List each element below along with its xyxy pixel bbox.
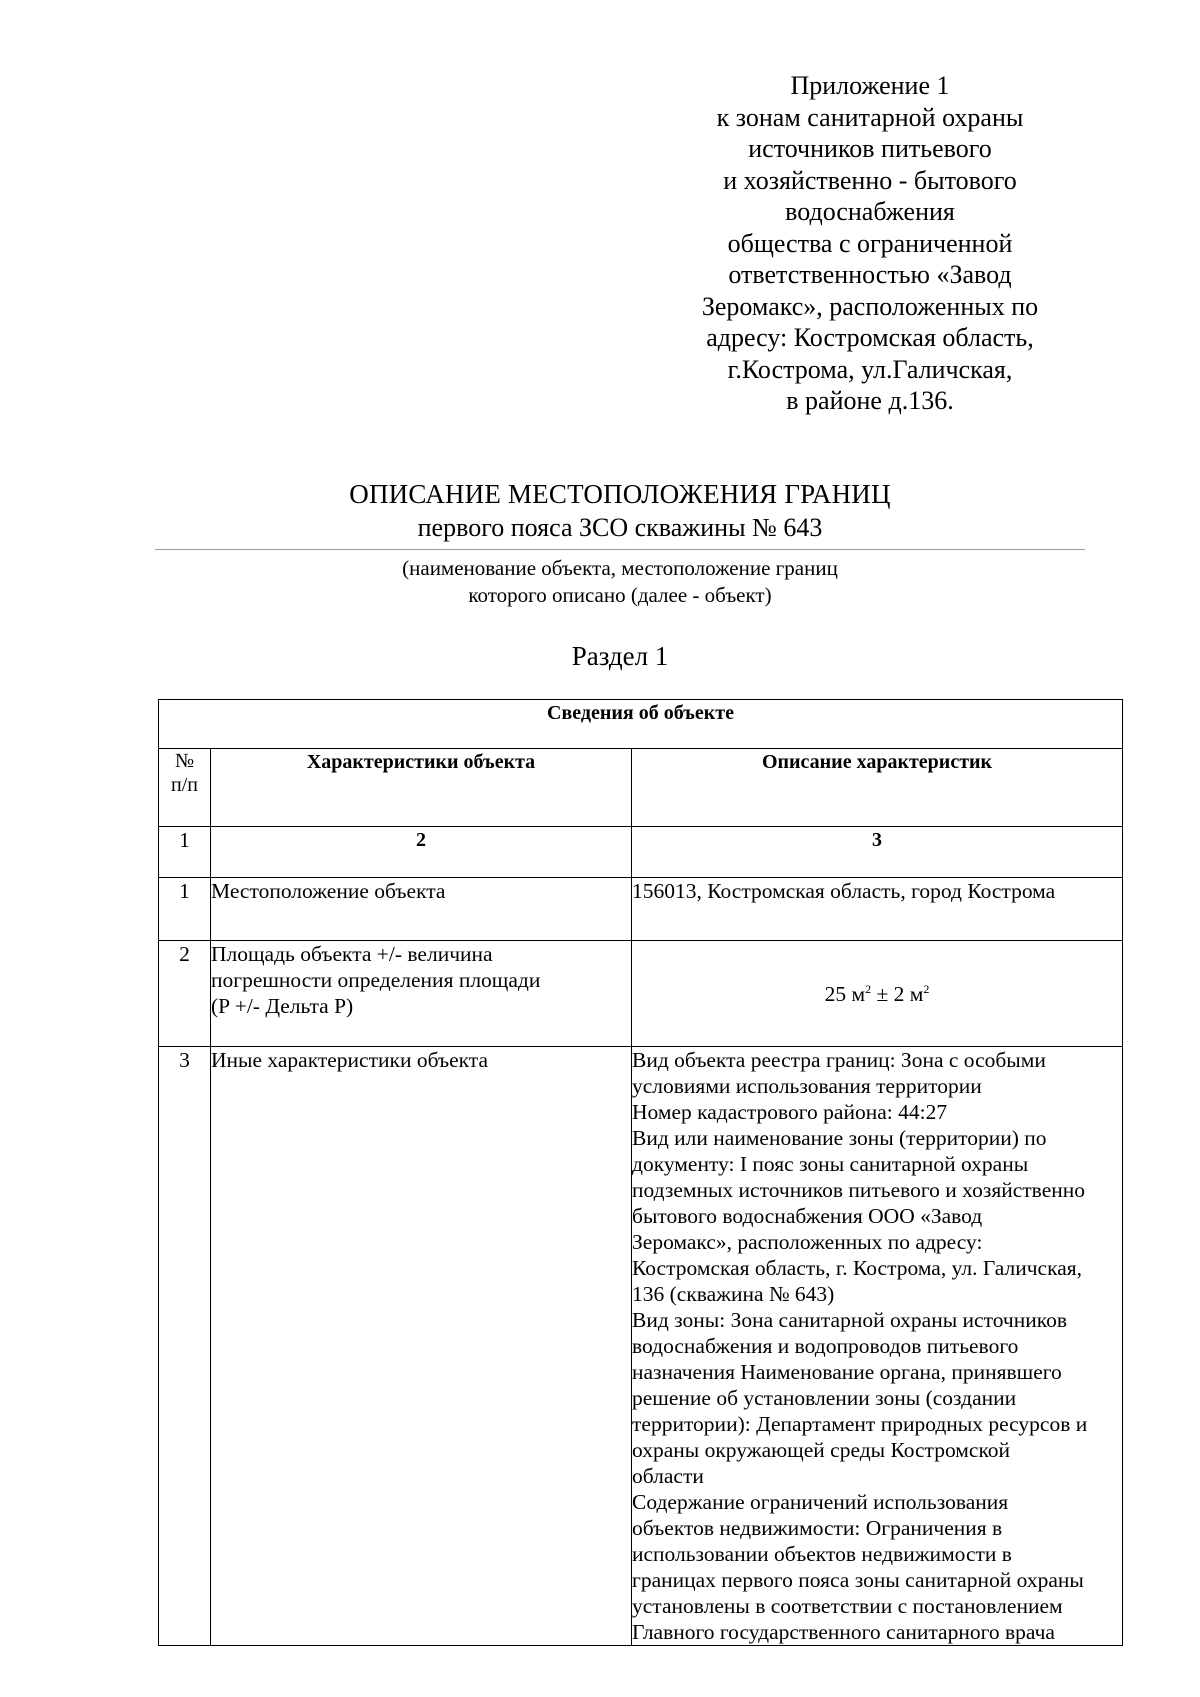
- header-description: Описание характеристик: [632, 749, 1123, 827]
- description-line: бытового водоснабжения ООО «Завод: [632, 1204, 983, 1228]
- appendix-line: водоснабжения: [785, 197, 955, 226]
- row-characteristic-line: погрешности определения площади: [211, 968, 541, 992]
- appendix-line: и хозяйственно - бытового: [723, 165, 1017, 195]
- document-title-block: [155, 478, 1085, 544]
- description-line: Костромская область, г. Кострома, ул. Галичская,: [632, 1256, 1083, 1280]
- tolerance-unit-exponent: 2: [923, 981, 930, 996]
- description-line: границах первого пояса зоны санитарной охраны: [632, 1568, 1084, 1592]
- description-line: условиями использования территории: [632, 1074, 982, 1098]
- object-info-table: [158, 699, 1123, 1646]
- title-underline: [155, 549, 1085, 550]
- area-unit-exponent: 2: [865, 981, 872, 996]
- row-description: [632, 1047, 1123, 1646]
- row-number: 1: [159, 878, 211, 941]
- description-line: использовании объектов недвижимости в: [632, 1542, 1012, 1566]
- row-characteristic: [211, 941, 632, 1047]
- table-row: [159, 1047, 1123, 1646]
- table-caption: Сведения об объекте: [159, 700, 1123, 749]
- title-note: [155, 555, 1085, 609]
- row-characteristic: Иные характеристики объекта: [211, 1047, 632, 1646]
- appendix-line: Приложение 1: [790, 71, 950, 100]
- document-title: ОПИСАНИЕ МЕСТОПОЛОЖЕНИЯ ГРАНИЦ: [349, 479, 891, 509]
- description-line: Номер кадастрового района: 44:27: [632, 1100, 948, 1124]
- row-number: 2: [159, 941, 211, 1047]
- description-line: Зеромакс», расположенных по адресу:: [632, 1230, 983, 1254]
- title-note-line: которого описано (далее - объект): [468, 583, 772, 607]
- header-num: [159, 749, 211, 827]
- description-line: Содержание ограничений использования: [632, 1490, 1009, 1514]
- document-subtitle: первого пояса ЗСО скважины № 643: [417, 513, 823, 542]
- title-note-line: (наименование объекта, местоположение границ: [402, 556, 838, 580]
- column-index-row: [159, 827, 1123, 878]
- description-line: установлены в соответствии с постановлением: [632, 1594, 1063, 1618]
- appendix-line: Зеромакс», расположенных по: [701, 291, 1039, 321]
- appendix-line: к зонам санитарной охраны: [716, 102, 1024, 132]
- appendix-line: г.Кострома, ул.Галичская,: [727, 354, 1013, 384]
- area-value: 25 м: [824, 981, 866, 1006]
- column-index: 2: [211, 827, 632, 878]
- appendix-line: ответственностью «Завод: [728, 260, 1012, 289]
- row-characteristic-line: (P +/- Дельта P): [211, 994, 354, 1018]
- description-line: водоснабжения и водопроводов питьевого: [632, 1334, 1019, 1358]
- description-line: 136 (скважина № 643): [632, 1282, 835, 1306]
- description-line: назначения Наименование органа, принявшего: [632, 1360, 1062, 1384]
- column-index: 1: [159, 827, 211, 878]
- table-header-row: [159, 749, 1123, 827]
- row-characteristic: Местоположение объекта: [211, 878, 632, 941]
- section-title: Раздел 1: [571, 641, 669, 671]
- description-line: Вид зоны: Зона санитарной охраны источников: [632, 1308, 1067, 1332]
- header-num-line: п/п: [171, 774, 198, 796]
- appendix-line: адресу: Костромская область,: [706, 323, 1034, 352]
- row-value: 156013, Костромская область, город Кострома: [632, 878, 1123, 941]
- table-row: [159, 878, 1123, 941]
- description-line: территории): Департамент природных ресурсов и: [632, 1412, 1088, 1436]
- row-number: 3: [159, 1047, 211, 1646]
- description-line: подземных источников питьевого и хозяйственно: [632, 1178, 1086, 1202]
- description-line: области: [632, 1464, 704, 1488]
- table-row: [159, 941, 1123, 1047]
- row-characteristic-line: Площадь объекта +/- величина: [211, 942, 493, 966]
- description-line: Вид объекта реестра границ: Зона с особыми: [632, 1048, 1046, 1072]
- description-line: решение об установлении зоны (создании: [632, 1386, 1017, 1410]
- description-line: Главного государственного санитарного врача: [632, 1620, 1055, 1644]
- description-line: Вид или наименование зоны (территории) по: [632, 1126, 1047, 1150]
- area-tolerance: ± 2 м: [871, 981, 924, 1006]
- row-value-area: [632, 941, 1123, 1047]
- description-line: объектов недвижимости: Ограничения в: [632, 1516, 1003, 1540]
- appendix-line: в районе д.136.: [786, 386, 954, 415]
- description-line: охраны окружающей среды Костромской: [632, 1438, 1011, 1462]
- description-line: документу: I пояс зоны санитарной охраны: [632, 1152, 1029, 1176]
- header-num-line: №: [174, 750, 195, 772]
- column-index: 3: [632, 827, 1123, 878]
- appendix-header: [640, 70, 1100, 417]
- appendix-line: источников питьевого: [748, 134, 992, 163]
- header-characteristics: Характеристики объекта: [211, 749, 632, 827]
- appendix-line: общества с ограниченной: [727, 228, 1013, 258]
